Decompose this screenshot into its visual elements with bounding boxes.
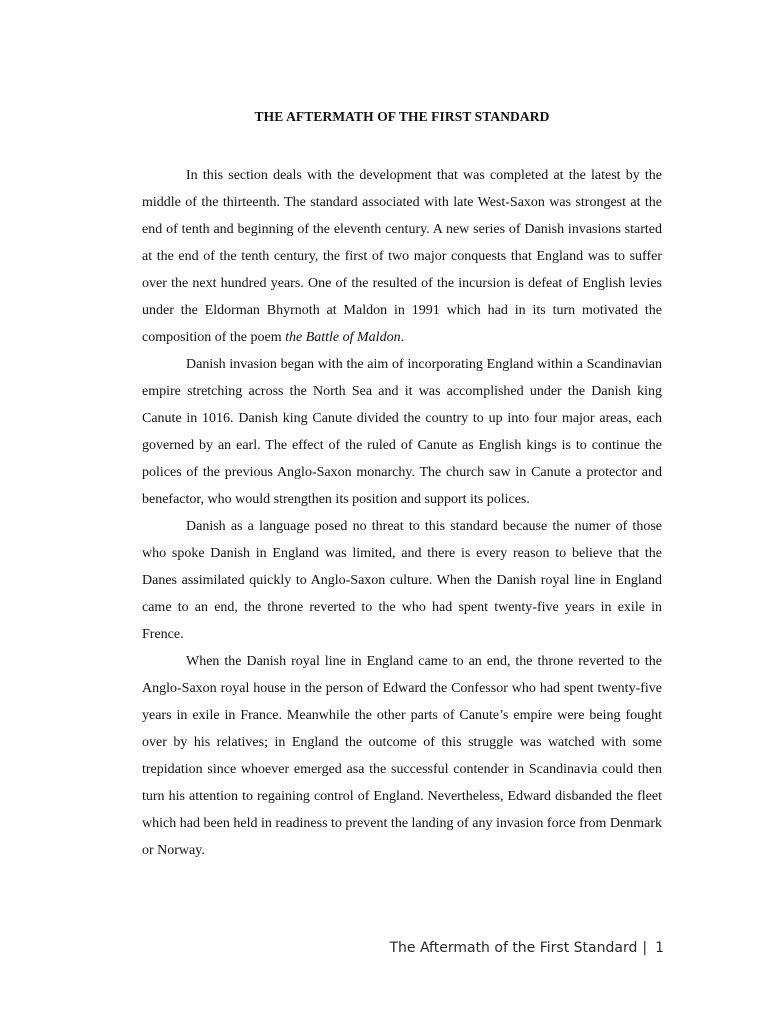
paragraph-1-end: . — [400, 330, 405, 345]
footer-separator: | — [642, 940, 648, 956]
paragraph-1-text: In this section deals with the development that was completed at the latest by the middle of the thirteenth. The standard associated with late West-Saxon was strongest at the end of tenth and beginning of the eleventh century. A new series of Danish invasions started at the end of the tenth century, the first of two major conquests that England was to suffer over the next hundred years. One of the resulted of the incursion is defeat of English levies under the Eldorman Bhyrnoth at Maldon in 1991 which had in its turn motivated the composition of the poem — [142, 168, 662, 345]
paragraph-2: Danish invasion began with the aim of incorporating England within a Scandinavian empire stretching across the North Sea and it was accomplished under the Danish king Canute in 1016. Danish king Canute divided the country to up into four major areas, each governed by an earl. The effect of the ruled of Canute as English kings is to continue the polices of the previous Anglo-Saxon monarchy. The church saw in Canute a protector and benefactor, who would strengthen its position and support its polices. — [142, 357, 662, 507]
poem-title: the Battle of Maldon — [285, 330, 401, 345]
page-number: 1 — [655, 940, 664, 956]
document-title: THE AFTERMATH OF THE FIRST STANDARD — [254, 109, 550, 124]
paragraph-4: When the Danish royal line in England came to an end, the throne reverted to the Anglo-Saxon royal house in the person of Edward the Confessor who had spent twenty-five years in exile in France. Meanwhile the other parts of Canute’s empire were being fought over by his relatives; in England the outcome of this struggle was watched with some trepidation since whoever emerged asa the successful contender in Scandinavia could then turn his attention to regaining control of England. Nevertheless, Edward disbanded the fleet which had been held in readiness to prevent the landing of any invasion force from Denmark or Norway. — [142, 654, 662, 858]
page-footer — [389, 940, 664, 956]
paragraph-1 — [142, 162, 662, 351]
running-title: The Aftermath of the First Standard — [389, 940, 638, 956]
document-body — [142, 162, 662, 864]
paragraph-3: Danish as a language posed no threat to this standard because the numer of those who spoke Danish in England was limited, and there is every reason to believe that the Danes assimilated quickly to Anglo-Saxon culture. When the Danish royal line in England came to an end, the throne reverted to the who had spent twenty-five years in exile in Frence. — [142, 519, 662, 642]
